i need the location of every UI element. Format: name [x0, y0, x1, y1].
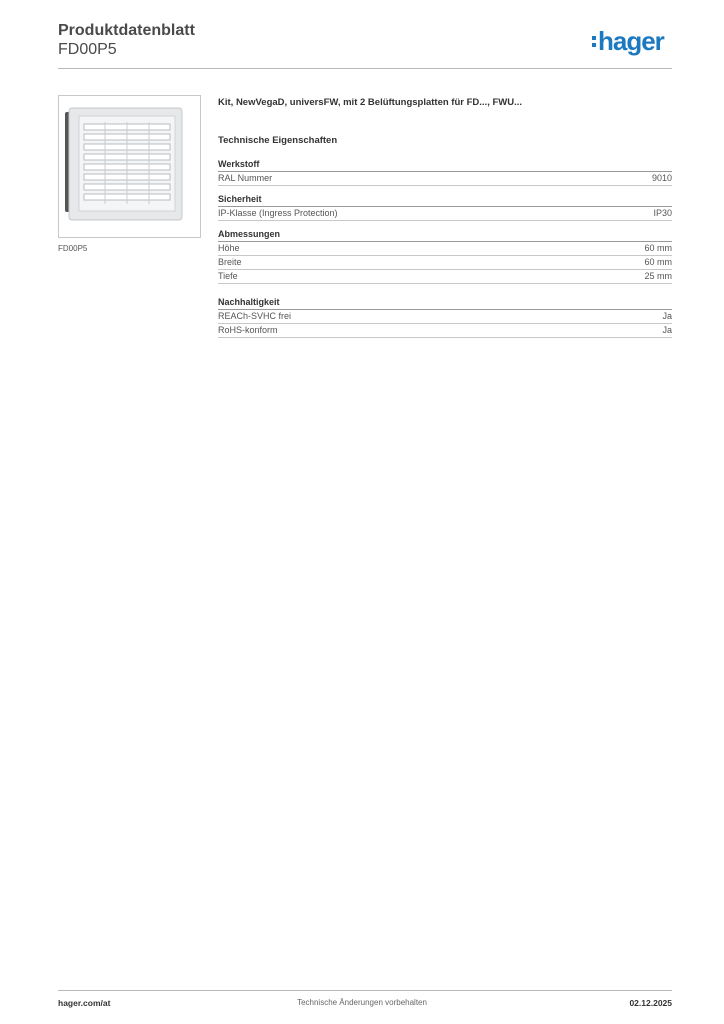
footer-divider [58, 990, 672, 991]
spec-value: 60 mm [644, 243, 672, 253]
image-caption: FD00P5 [58, 244, 88, 253]
spec-label: RAL Nummer [218, 173, 273, 183]
specs-title: Technische Eigenschaften [218, 135, 338, 146]
spec-row [218, 172, 672, 186]
product-details [218, 97, 672, 346]
spec-group-abmessungen [218, 229, 672, 284]
logo-text: hager [598, 26, 664, 56]
spec-label: Tiefe [218, 271, 238, 281]
spec-group-title: Sicherheit [218, 194, 672, 207]
spec-row [218, 324, 672, 338]
footer-notice: Technische Änderungen vorbehalten [297, 998, 427, 1007]
spec-label: Höhe [218, 243, 240, 253]
spec-label: IP-Klasse (Ingress Protection) [218, 208, 338, 218]
spec-row [218, 256, 672, 270]
spec-label: REACh-SVHC frei [218, 311, 292, 321]
spec-row [218, 310, 672, 324]
spec-label: Breite [218, 257, 242, 267]
product-image [58, 95, 201, 238]
spec-value: Ja [662, 311, 672, 321]
spec-group-title: Werkstoff [218, 159, 672, 172]
spec-value: 9010 [651, 173, 672, 183]
page-title: Produktdatenblatt [58, 22, 195, 39]
spec-value: IP30 [653, 208, 672, 218]
spec-group-nachhaltigkeit [218, 297, 672, 338]
ventilation-grille-icon [59, 96, 200, 237]
product-description: Kit, NewVegaD, universFW, mit 2 Belüftungsplatten für FD..., FWU... [218, 97, 523, 108]
hager-logo [592, 28, 664, 54]
spec-row [218, 207, 672, 221]
spec-row [218, 242, 672, 256]
footer-website-link[interactable]: hager.com/at [58, 998, 111, 1008]
spec-group-title: Nachhaltigkeit [218, 297, 672, 310]
spec-label: RoHS-konform [218, 325, 278, 335]
spec-group-title: Abmessungen [218, 229, 672, 242]
spec-value: 60 mm [644, 257, 672, 267]
logo-colon-icon [592, 36, 596, 47]
header-divider [58, 68, 672, 69]
spec-value: 25 mm [644, 271, 672, 281]
spec-group-werkstoff [218, 159, 672, 186]
spec-row [218, 270, 672, 284]
product-code: FD00P5 [58, 41, 117, 58]
spec-group-sicherheit [218, 194, 672, 221]
spec-value: Ja [662, 325, 672, 335]
footer-date: 02.12.2025 [629, 998, 672, 1008]
